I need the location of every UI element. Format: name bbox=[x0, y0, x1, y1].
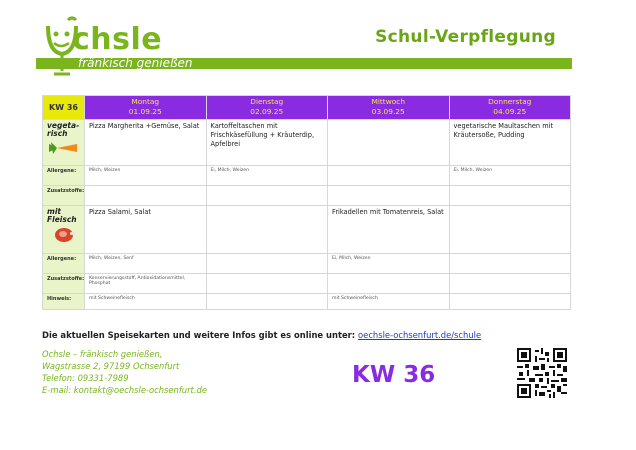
veg-zusatz-tuesday bbox=[206, 186, 328, 206]
info-line bbox=[42, 330, 481, 340]
address-line-2: Wagstrasse 2, 97199 Ochsenfurt bbox=[42, 361, 180, 371]
veg-allergene-thursday: Ei, Milch, Weizen bbox=[449, 166, 571, 186]
info-text: Die aktuellen Speisekarten und weitere Infos gibt es online unter: bbox=[42, 330, 356, 340]
day-head-thursday: Donnerstag 04.09.25 bbox=[449, 96, 571, 120]
veg-dish-tuesday: Kartoffeltaschen mit Frischkäsefüllung + Kräuterdip, Apfelbrei bbox=[206, 120, 328, 166]
page-title: Schul-Verpflegung bbox=[375, 27, 556, 47]
table-header-row bbox=[43, 96, 571, 120]
veg-allergene-monday: Milch, Weizen bbox=[85, 166, 207, 186]
meat-icon bbox=[53, 226, 77, 244]
meat-zusatz-row bbox=[43, 274, 571, 294]
logo-word: chsle bbox=[72, 22, 163, 57]
meat-zusatz-wednesday bbox=[328, 274, 450, 294]
meat-dish-row bbox=[43, 206, 571, 254]
carrot-icon bbox=[47, 141, 79, 155]
kw-cell: KW 36 bbox=[43, 96, 85, 120]
meat-dish-monday: Pizza Salami, Salat bbox=[85, 206, 207, 254]
veg-dish-row bbox=[43, 120, 571, 166]
veg-allergene-tuesday: Ei, Milch, Weizen bbox=[206, 166, 328, 186]
veg-zusatz-row bbox=[43, 186, 571, 206]
address-line-1: Ochsle – fränkisch genießen, bbox=[42, 349, 163, 359]
meat-hinweis-tuesday bbox=[206, 294, 328, 310]
meat-dish-wednesday: Frikadellen mit Tomatenreis, Salat bbox=[328, 206, 450, 254]
meat-allergene-row bbox=[43, 254, 571, 274]
kw-big-label: KW 36 bbox=[352, 362, 436, 388]
meat-zusatz-label: Zusatzstoffe: bbox=[43, 274, 85, 294]
menu-table bbox=[42, 95, 571, 310]
veg-dish-monday: Pizza Margherita +Gemüse, Salat bbox=[85, 120, 207, 166]
veg-zusatz-thursday bbox=[449, 186, 571, 206]
meat-zusatz-tuesday bbox=[206, 274, 328, 294]
meat-hinweis-monday: mit Schweinefleisch bbox=[85, 294, 207, 310]
meat-zusatz-thursday bbox=[449, 274, 571, 294]
meat-hinweis-thursday bbox=[449, 294, 571, 310]
meat-allergene-tuesday bbox=[206, 254, 328, 274]
veg-label: vegeta- risch bbox=[43, 120, 85, 166]
meat-dish-thursday bbox=[449, 206, 571, 254]
veg-allergene-row bbox=[43, 166, 571, 186]
day-head-tuesday: Dienstag 02.09.25 bbox=[206, 96, 328, 120]
info-link[interactable]: oechsle-ochsenfurt.de/schule bbox=[358, 330, 482, 340]
address-block bbox=[42, 348, 207, 396]
meat-hinweis-row bbox=[43, 294, 571, 310]
address-line-3: Telefon: 09331-7989 bbox=[42, 373, 129, 383]
meat-zusatz-monday: Konservierungsstoff, Antioxidationsmittel, Phosphat bbox=[85, 274, 207, 294]
veg-zusatz-wednesday bbox=[328, 186, 450, 206]
meat-hinweis-wednesday: mit Schweinefleisch bbox=[328, 294, 450, 310]
meat-label: mit Fleisch bbox=[43, 206, 85, 254]
meat-allergene-monday: Milch, Weizen, Senf bbox=[85, 254, 207, 274]
address-line-4: E-mail: kontakt@oechsle-ochsenfurt.de bbox=[42, 385, 207, 395]
meat-allergene-wednesday: Ei, Milch, Weizen bbox=[328, 254, 450, 274]
logo-tagline: fränkisch genießen bbox=[78, 56, 193, 70]
meat-hinweis-label: Hinweis: bbox=[43, 294, 85, 310]
day-head-wednesday: Mittwoch 03.09.25 bbox=[328, 96, 450, 120]
veg-zusatz-label: Zusatzstoffe: bbox=[43, 186, 85, 206]
veg-allergene-wednesday bbox=[328, 166, 450, 186]
qr-code-icon[interactable] bbox=[517, 348, 567, 398]
veg-dish-thursday: vegetarische Maultaschen mit Kräutersoße, Pudding bbox=[449, 120, 571, 166]
veg-dish-wednesday bbox=[328, 120, 450, 166]
meat-dish-tuesday bbox=[206, 206, 328, 254]
meat-allergene-label: Allergene: bbox=[43, 254, 85, 274]
veg-allergene-label: Allergene: bbox=[43, 166, 85, 186]
veg-zusatz-monday bbox=[85, 186, 207, 206]
meat-allergene-thursday bbox=[449, 254, 571, 274]
day-head-monday: Montag 01.09.25 bbox=[85, 96, 207, 120]
